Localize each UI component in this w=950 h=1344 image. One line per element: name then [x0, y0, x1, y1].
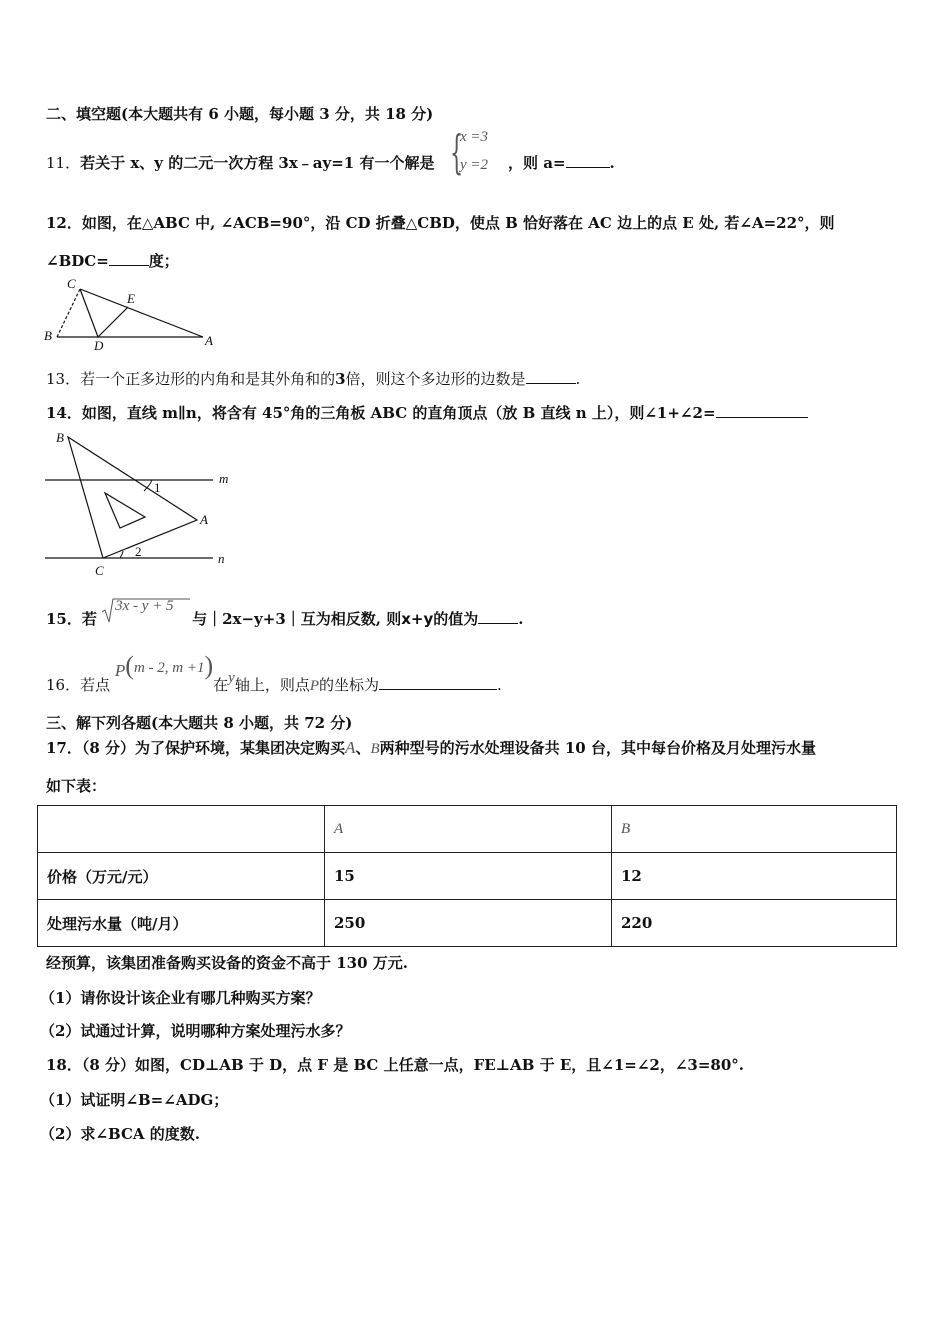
q15-num: 15．若 [46, 610, 97, 628]
q12-edge-bc [57, 289, 80, 337]
q16-mid: 轴上，则点 [234, 676, 310, 694]
q15-rest2: 的值为 [433, 610, 479, 628]
q12-angle: ∠BDC= [46, 252, 109, 270]
q12-label-d: D [94, 338, 104, 352]
q14-text: 14．如图，直线 m∥n，将含有 45°角的三角板 ABC 的直角顶点（放 B 直线 n 上），则∠1+∠2= [46, 404, 716, 422]
q16-coords: m - 2, m +1 [133, 660, 205, 676]
q11-tail: ，则 a= [508, 154, 566, 172]
q11-answer [508, 152, 615, 173]
q17-table [37, 805, 897, 947]
question-17 [46, 737, 816, 758]
q17-part1: （1）请你设计该企业有哪几种购买方案？ [40, 989, 321, 1007]
section-2-title: 二、填空题(本大题共有 6 小题，每小题 3 分，共 18 分) [46, 105, 434, 123]
q13-blank [526, 369, 576, 384]
q14-label-c: C [95, 563, 104, 578]
q12-edge-de [98, 307, 128, 337]
q14-inner-triangle [105, 493, 145, 528]
q14-triangle [68, 437, 197, 558]
q17-a: A [345, 738, 356, 757]
section-3-title: 三、解下列各题(本大题共 8 小题，共 72 分) [46, 714, 353, 732]
q14-blank [716, 403, 808, 418]
q15-radicand: 3x - y + 5 [115, 598, 174, 614]
q18-part1: （1）试证明∠B=∠ADG； [40, 1091, 229, 1109]
q15-blank [478, 609, 518, 624]
q16-point: P [114, 661, 126, 680]
q14-angle2-arc [120, 551, 123, 558]
q14-label-2: 2 [135, 544, 142, 559]
q12-unit: 度； [148, 252, 179, 270]
q14-label-n: n [218, 551, 225, 566]
q11-text: 若关于 x、y 的二元一次方程 3x﹣ay=1 有一个解是 [80, 154, 435, 172]
q12-label-b: B [44, 328, 52, 343]
table-cell: 处理污水量（吨/月） [38, 900, 325, 947]
q12-edge-cd [80, 289, 98, 337]
q16-end: . [497, 676, 502, 694]
q12-label-c: C [67, 276, 76, 291]
q11-eq1: x =3 [460, 129, 489, 145]
q15-rest: 与｜2x−y+3｜互为相反数, 则 [192, 610, 402, 628]
q16-y: y [228, 670, 235, 686]
table-cell: 15 [325, 853, 612, 900]
q17-budget: 经预算，该集团准备购买设备的资金不高于 130 万元. [46, 954, 408, 972]
question-12-line2 [46, 250, 179, 271]
q13-text: 13．若一个正多边形的内角和是其外角和的 [46, 370, 336, 388]
q13-rest: 倍，则这个多边形的边数是 [345, 370, 526, 388]
q14-figure [40, 425, 240, 583]
q11-end: . [609, 154, 615, 172]
question-15 [46, 596, 524, 630]
q14-label-m: m [219, 471, 229, 486]
q12-label-a: A [205, 333, 213, 348]
q12-label-e: E [127, 291, 135, 306]
q17-b: B [370, 741, 380, 757]
q18-part2: （2）求∠BCA 的度数. [40, 1125, 200, 1143]
table-cell: 价格（万元/元） [38, 853, 325, 900]
q17-sep: 、 [355, 739, 371, 757]
q12-blank [109, 251, 149, 266]
q14-label-a: A [200, 512, 208, 527]
q15-end: . [518, 610, 524, 628]
paren-close-icon: ) [204, 651, 214, 680]
q15-xy: x+y [401, 610, 434, 628]
q17-text-a: 17．（8 分）为了保护环境，某集团决定购买 [46, 739, 346, 757]
question-18: 18．（8 分）如图，CD⊥AB 于 D，点 F 是 BC 上任意一点，FE⊥AB 于 E，且∠1=∠2，∠3=80°. [46, 1056, 745, 1074]
question-13 [46, 368, 580, 389]
q11-blank [566, 153, 610, 168]
q14-label-1: 1 [154, 480, 161, 495]
q17-text-b: 两种型号的污水处理设备共 10 台，其中每台价格及月处理污水量 [379, 739, 816, 757]
table-row [38, 900, 897, 947]
table-cell: 220 [612, 900, 897, 947]
question-11 [46, 152, 434, 173]
q11-eq2: y =2 [460, 157, 489, 173]
table-row [38, 853, 897, 900]
table-cell: 12 [612, 853, 897, 900]
q11-number: 11． [46, 154, 81, 172]
table-header-b: B [612, 806, 897, 853]
q15-sqrt [102, 596, 192, 626]
question-12: 12．如图，在△ABC 中, ∠ACB=90°，沿 CD 折叠△CBD，使点 B 恰好落在 AC 边上的点 E 处, 若∠A=22°，则 [46, 214, 835, 232]
question-14 [46, 402, 808, 423]
question-17-line2: 如下表： [46, 777, 107, 795]
q16-num: 16．若点 [46, 676, 111, 694]
q16-p2: P [309, 678, 320, 694]
q16-rest: 的坐标为 [319, 676, 380, 694]
q11-equation-system [450, 127, 510, 181]
paren-open-icon: ( [125, 651, 134, 680]
q14-label-b: B [56, 430, 64, 445]
q13-end: . [575, 370, 581, 388]
q14-angle1-arc [144, 480, 152, 491]
q12-edge-ca [80, 289, 203, 337]
q17-part2: （2）试通过计算，说明哪种方案处理污水多？ [40, 1022, 351, 1040]
q13-bold: 3 [335, 370, 346, 388]
q16-blank [379, 675, 497, 690]
brace-icon: { [450, 125, 464, 179]
table-header-a: A [325, 806, 612, 853]
table-cell [38, 806, 325, 853]
q16-on: 在 [213, 676, 229, 694]
table-cell: 250 [325, 900, 612, 947]
q12-figure [40, 274, 225, 352]
question-16 [46, 651, 502, 694]
table-header-row [38, 806, 897, 853]
